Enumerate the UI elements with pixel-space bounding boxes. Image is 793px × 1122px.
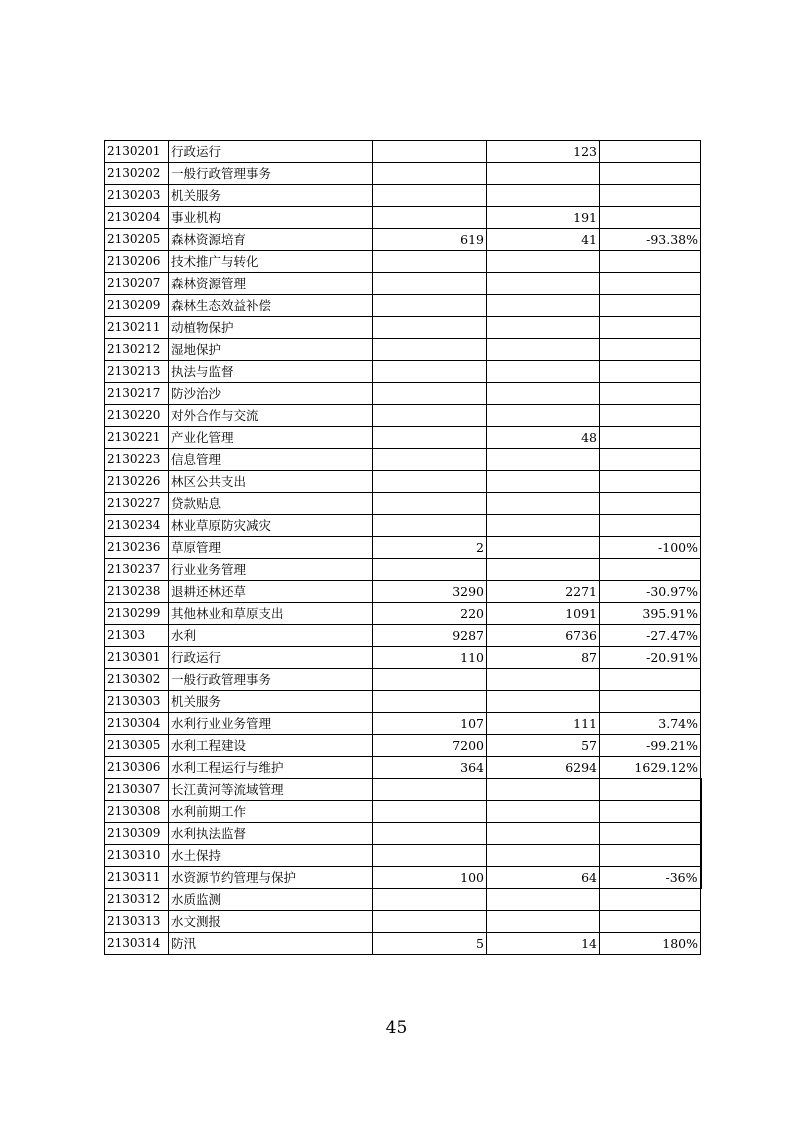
table-row [105,691,701,713]
cell-name: 行政运行 [169,647,373,669]
table-row [105,185,701,207]
cell-value-2 [487,559,600,581]
cell-code: 2130204 [105,207,169,229]
table-row [105,845,701,867]
table-row [105,471,701,493]
cell-name: 执法与监督 [169,361,373,383]
cell-name: 林区公共支出 [169,471,373,493]
cell-percent [600,889,701,911]
cell-value-1 [373,493,487,515]
cell-name: 水利工程运行与维护 [169,757,373,779]
cell-code: 2130310 [105,845,169,867]
cell-value-1 [373,427,487,449]
cell-value-1: 2 [373,537,487,559]
cell-name: 信息管理 [169,449,373,471]
cell-value-2 [487,515,600,537]
cell-percent [600,691,701,713]
cell-value-2 [487,471,600,493]
table-row [105,559,701,581]
table-row [105,449,701,471]
cell-code: 2130212 [105,339,169,361]
cell-percent [600,317,701,339]
cell-value-2 [487,823,600,845]
cell-percent [600,163,701,185]
cell-percent [600,559,701,581]
cell-name: 技术推广与转化 [169,251,373,273]
cell-code: 2130223 [105,449,169,471]
cell-value-2 [487,383,600,405]
table-row [105,339,701,361]
cell-value-1 [373,559,487,581]
cell-name: 水质监测 [169,889,373,911]
cell-name: 防汛 [169,933,373,955]
cell-code: 2130205 [105,229,169,251]
cell-value-2 [487,845,600,867]
table-row [105,361,701,383]
cell-value-1: 7200 [373,735,487,757]
table-row [105,735,701,757]
cell-value-1 [373,295,487,317]
cell-percent [600,427,701,449]
cell-value-2: 2271 [487,581,600,603]
table-row [105,493,701,515]
cell-value-1 [373,383,487,405]
cell-percent [600,669,701,691]
cell-value-1 [373,141,487,163]
cell-value-2 [487,185,600,207]
cell-value-1 [373,185,487,207]
cell-value-1 [373,207,487,229]
cell-value-2: 123 [487,141,600,163]
cell-percent: 1629.12% [600,757,701,779]
cell-value-1 [373,471,487,493]
cell-value-1 [373,669,487,691]
cell-percent [600,339,701,361]
cell-value-2 [487,405,600,427]
cell-name: 事业机构 [169,207,373,229]
cell-value-1: 9287 [373,625,487,647]
cell-value-2 [487,889,600,911]
table-row [105,867,701,889]
cell-percent: 3.74% [600,713,701,735]
cell-code: 2130311 [105,867,169,889]
cell-name: 水资源节约管理与保护 [169,867,373,889]
page-number: 45 [385,1018,408,1038]
cell-value-2: 6736 [487,625,600,647]
cell-code: 2130309 [105,823,169,845]
cell-name: 湿地保护 [169,339,373,361]
cell-code: 2130201 [105,141,169,163]
cell-name: 机关服务 [169,185,373,207]
cell-percent [600,801,701,823]
cell-value-2 [487,449,600,471]
table-row [105,823,701,845]
cell-code: 2130307 [105,779,169,801]
cell-value-2 [487,537,600,559]
cell-percent [600,361,701,383]
cell-name: 产业化管理 [169,427,373,449]
cell-value-1: 5 [373,933,487,955]
cell-code: 2130203 [105,185,169,207]
table-row [105,713,701,735]
table-row [105,801,701,823]
cell-name: 防沙治沙 [169,383,373,405]
cell-code: 2130299 [105,603,169,625]
cell-value-1: 3290 [373,581,487,603]
cell-percent [600,185,701,207]
cell-value-2 [487,317,600,339]
cell-code: 2130314 [105,933,169,955]
cell-code: 2130220 [105,405,169,427]
cell-code: 2130213 [105,361,169,383]
cell-value-2 [487,273,600,295]
cell-name: 一般行政管理事务 [169,163,373,185]
cell-value-1 [373,361,487,383]
cell-value-2 [487,779,600,801]
cell-name: 水利执法监督 [169,823,373,845]
table-row [105,537,701,559]
table-row [105,933,701,955]
cell-value-1 [373,339,487,361]
table-row [105,317,701,339]
cell-value-2 [487,339,600,361]
cell-percent [600,911,701,933]
cell-percent [600,295,701,317]
cell-code: 2130226 [105,471,169,493]
cell-code: 2130308 [105,801,169,823]
cell-name: 行业业务管理 [169,559,373,581]
table-row [105,427,701,449]
cell-value-1 [373,163,487,185]
table-row [105,273,701,295]
cell-percent: -30.97% [600,581,701,603]
table-row [105,229,701,251]
cell-name: 林业草原防灾减灾 [169,515,373,537]
table-row [105,647,701,669]
cell-value-2 [487,669,600,691]
cell-name: 水利工程建设 [169,735,373,757]
cell-percent [600,779,701,801]
cell-percent [600,471,701,493]
cell-value-2: 6294 [487,757,600,779]
cell-value-1 [373,801,487,823]
cell-value-1 [373,889,487,911]
budget-table [104,140,702,955]
cell-code: 2130209 [105,295,169,317]
table-row [105,779,701,801]
cell-code: 2130211 [105,317,169,339]
cell-percent [600,823,701,845]
cell-value-2 [487,691,600,713]
cell-percent [600,141,701,163]
cell-value-2 [487,251,600,273]
cell-value-1 [373,251,487,273]
cell-name: 水文测报 [169,911,373,933]
cell-value-1 [373,273,487,295]
cell-code: 2130236 [105,537,169,559]
cell-percent [600,405,701,427]
cell-code: 2130312 [105,889,169,911]
cell-name: 水利行业业务管理 [169,713,373,735]
cell-value-2 [487,295,600,317]
cell-percent: -99.21% [600,735,701,757]
table-row [105,603,701,625]
cell-code: 21303 [105,625,169,647]
cell-value-1: 107 [373,713,487,735]
cell-percent: -20.91% [600,647,701,669]
cell-name: 对外合作与交流 [169,405,373,427]
cell-value-1 [373,515,487,537]
cell-percent: 395.91% [600,603,701,625]
cell-value-1 [373,911,487,933]
cell-value-2: 191 [487,207,600,229]
cell-name: 草原管理 [169,537,373,559]
cell-value-1 [373,317,487,339]
cell-value-2 [487,801,600,823]
cell-value-2: 87 [487,647,600,669]
cell-name: 森林资源管理 [169,273,373,295]
table-row [105,405,701,427]
cell-code: 2130206 [105,251,169,273]
cell-name: 森林资源培育 [169,229,373,251]
cell-value-1: 110 [373,647,487,669]
cell-value-2: 1091 [487,603,600,625]
cell-percent: -27.47% [600,625,701,647]
cell-name: 一般行政管理事务 [169,669,373,691]
cell-value-1: 619 [373,229,487,251]
cell-value-1: 100 [373,867,487,889]
table-row [105,295,701,317]
cell-name: 退耕还林还草 [169,581,373,603]
cell-value-2: 41 [487,229,600,251]
cell-name: 其他林业和草原支出 [169,603,373,625]
cell-value-2: 57 [487,735,600,757]
table-row [105,207,701,229]
cell-percent: -93.38% [600,229,701,251]
cell-percent [600,251,701,273]
cell-value-2 [487,361,600,383]
cell-name: 机关服务 [169,691,373,713]
cell-value-1: 364 [373,757,487,779]
table-row [105,383,701,405]
cell-code: 2130301 [105,647,169,669]
cell-value-1 [373,845,487,867]
cell-value-2 [487,911,600,933]
table-row [105,757,701,779]
cell-percent: -100% [600,537,701,559]
cell-percent [600,515,701,537]
table-row [105,163,701,185]
cell-value-1 [373,823,487,845]
cell-name: 贷款贴息 [169,493,373,515]
cell-name: 行政运行 [169,141,373,163]
cell-code: 2130234 [105,515,169,537]
cell-code: 2130304 [105,713,169,735]
table-row [105,581,701,603]
cell-value-1 [373,779,487,801]
cell-code: 2130238 [105,581,169,603]
cell-value-2 [487,163,600,185]
cell-name: 水土保持 [169,845,373,867]
cell-code: 2130207 [105,273,169,295]
cell-percent: 180% [600,933,701,955]
cell-code: 2130221 [105,427,169,449]
cell-code: 2130237 [105,559,169,581]
table-row [105,141,701,163]
cell-code: 2130227 [105,493,169,515]
cell-name: 动植物保护 [169,317,373,339]
cell-code: 2130306 [105,757,169,779]
cell-name: 水利前期工作 [169,801,373,823]
cell-value-1: 220 [373,603,487,625]
cell-value-1 [373,405,487,427]
cell-value-2: 14 [487,933,600,955]
cell-percent [600,207,701,229]
cell-name: 水利 [169,625,373,647]
cell-percent [600,845,701,867]
table-row [105,911,701,933]
cell-percent [600,449,701,471]
cell-value-1 [373,691,487,713]
table-row [105,669,701,691]
cell-name: 长江黄河等流域管理 [169,779,373,801]
cell-code: 2130305 [105,735,169,757]
cell-value-2: 111 [487,713,600,735]
table-row [105,515,701,537]
cell-code: 2130303 [105,691,169,713]
cell-value-2 [487,493,600,515]
cell-percent [600,493,701,515]
cell-code: 2130302 [105,669,169,691]
table-row [105,251,701,273]
cell-code: 2130313 [105,911,169,933]
cell-value-2: 48 [487,427,600,449]
cell-value-1 [373,449,487,471]
cell-code: 2130217 [105,383,169,405]
table-row [105,625,701,647]
cell-percent: -36% [600,867,701,889]
table-body [105,141,701,955]
cell-percent [600,273,701,295]
cell-code: 2130202 [105,163,169,185]
cell-name: 森林生态效益补偿 [169,295,373,317]
cell-percent [600,383,701,405]
table-row [105,889,701,911]
cell-value-2: 64 [487,867,600,889]
